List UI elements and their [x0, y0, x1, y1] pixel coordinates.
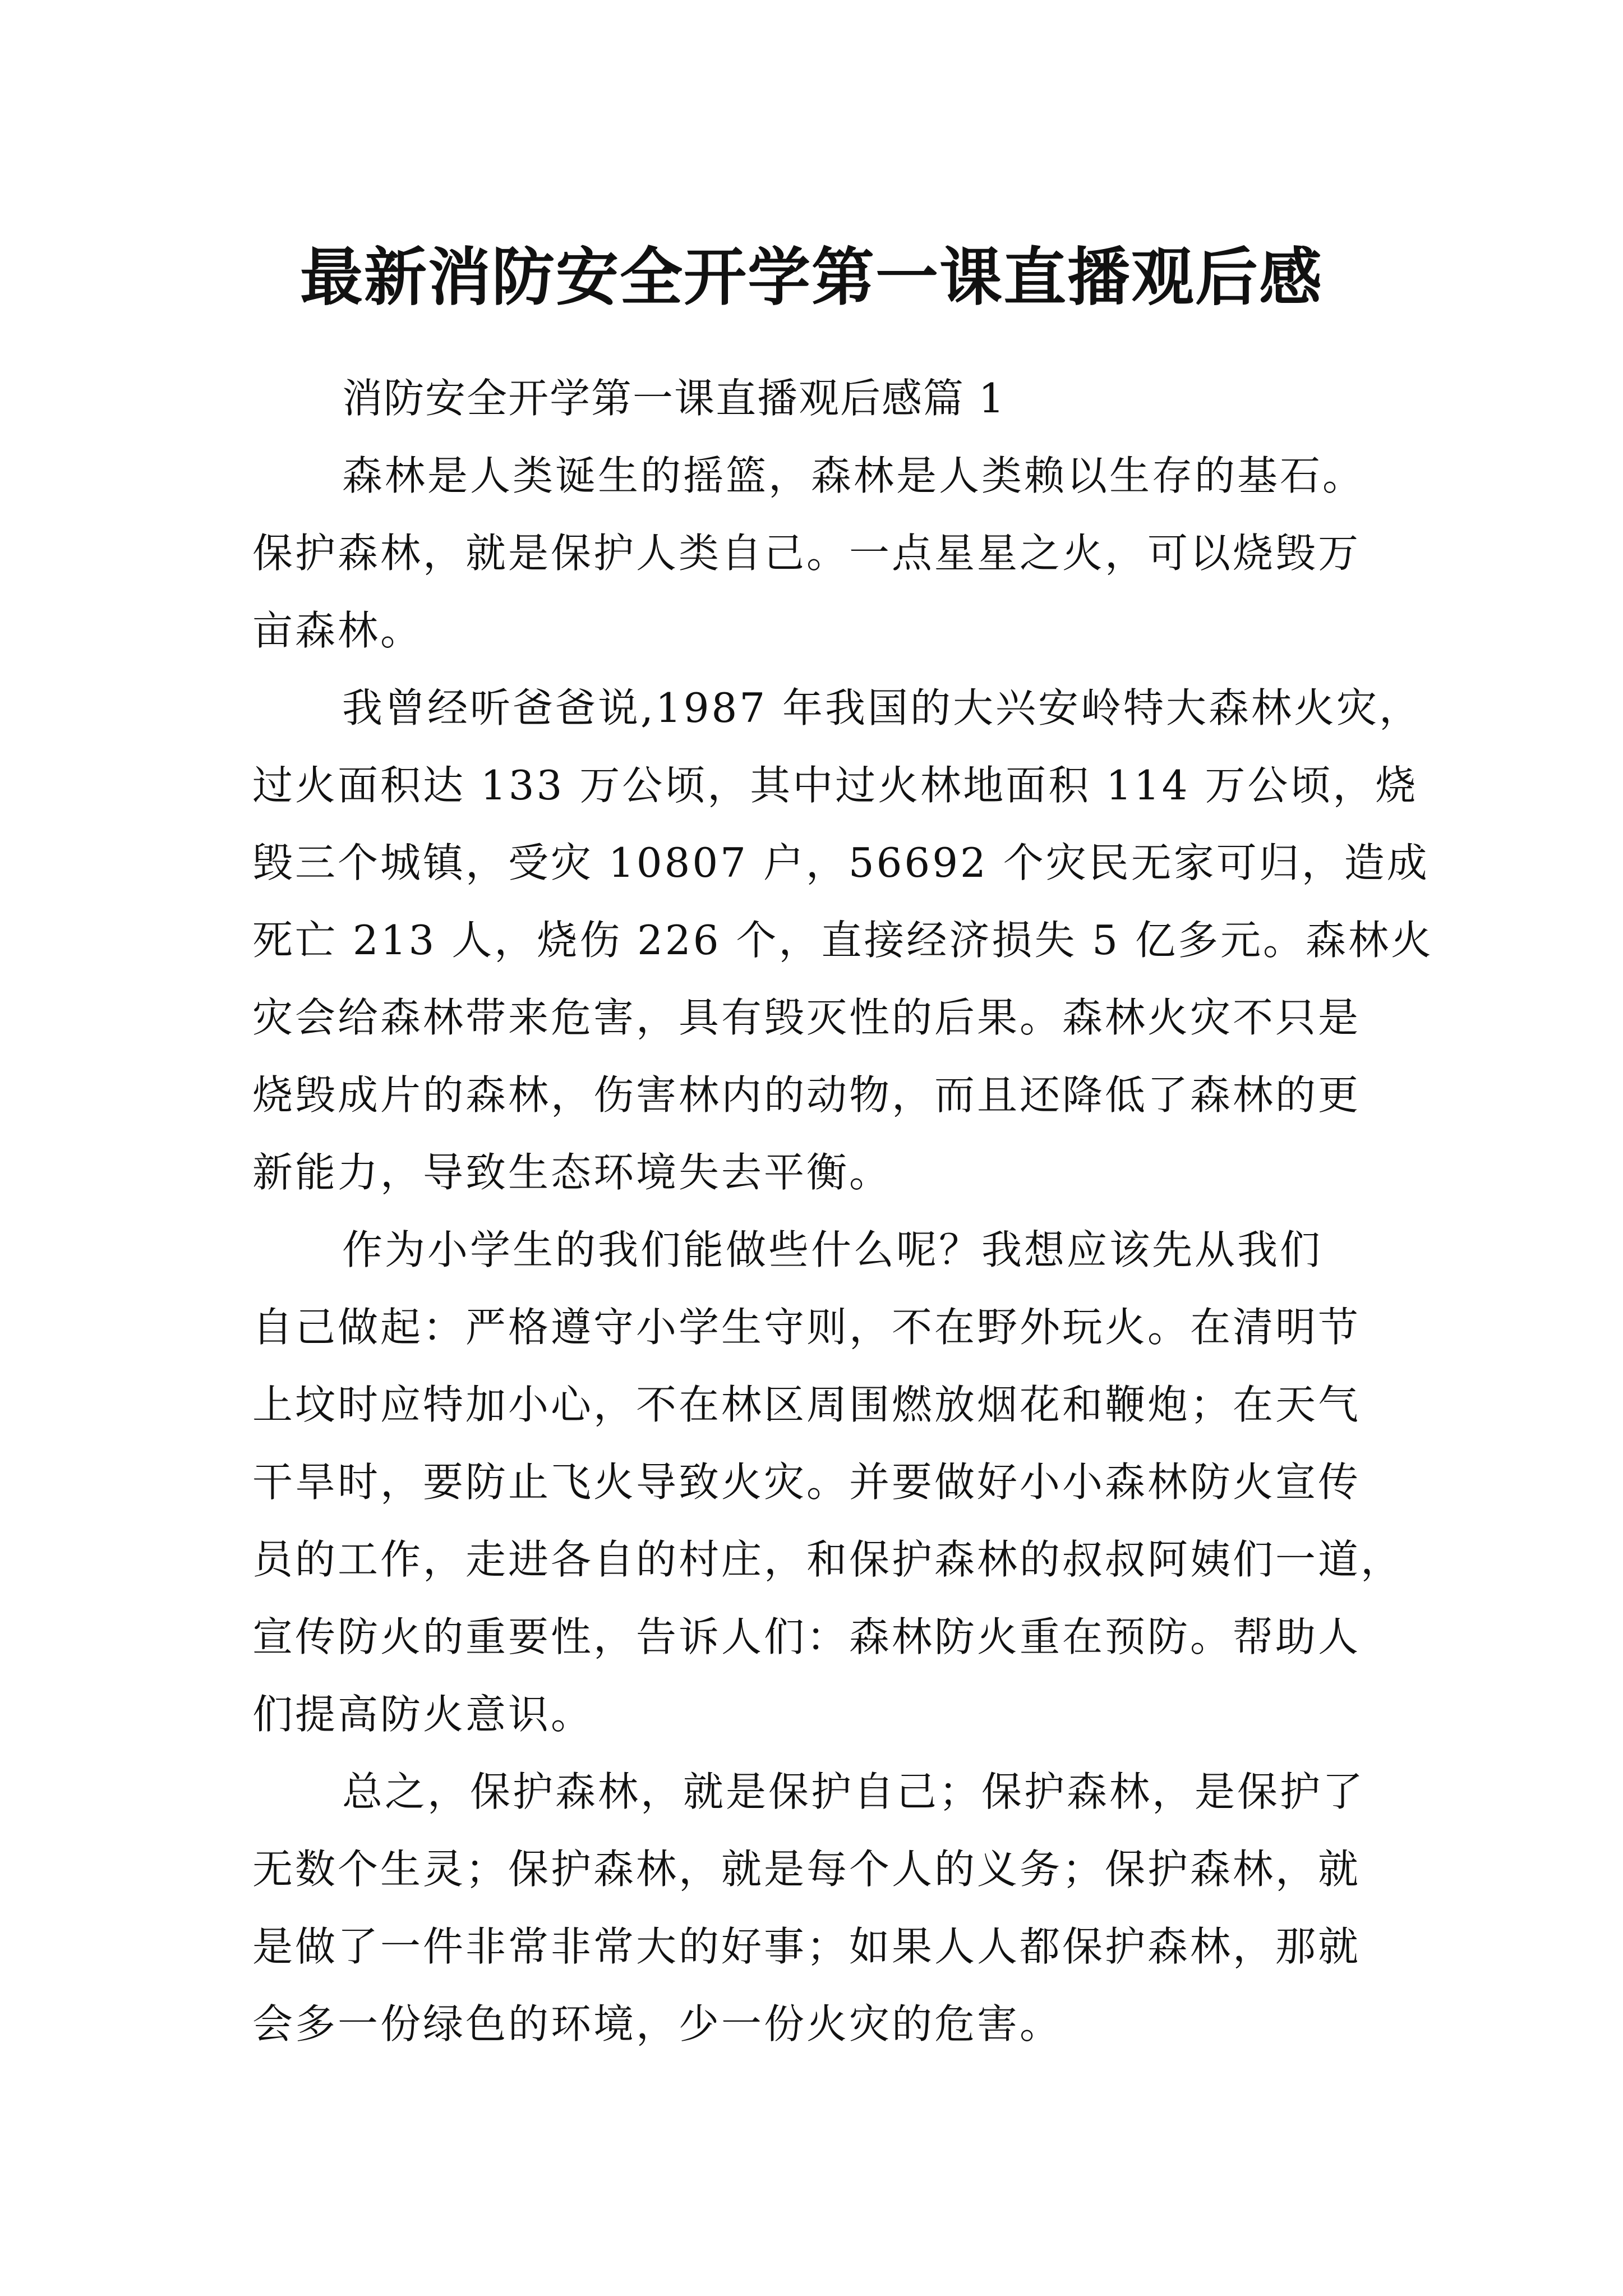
- document-body: [252, 348, 1433, 2051]
- paragraph-line: 新能力，导致生态环境失去平衡。: [252, 1149, 892, 1196]
- paragraph-line: 毁三个城镇，受灾 10807 户，56692 个灾民无家可归，造成: [252, 839, 1430, 886]
- paragraph-line: 死亡 213 人，烧伤 226 个，直接经济损失 5 亿多元。森林火: [252, 917, 1433, 964]
- section-heading: 消防安全开学第一课直播观后感篇 1: [342, 375, 1006, 422]
- paragraph-line: 会多一份绿色的环境，少一份火灾的危害。: [252, 2000, 1063, 2047]
- paragraph-line: 们提高防火意识。: [252, 1691, 594, 1738]
- paragraph-line: 作为小学生的我们能做些什么呢？我想应该先从我们: [342, 1226, 1323, 1273]
- paragraph-line: 是做了一件非常非常大的好事；如果人人都保护森林，那就: [252, 1923, 1361, 1970]
- paragraph-line: 过火面积达 133 万公顷，其中过火林地面积 114 万公顷，烧: [252, 762, 1418, 809]
- paragraph-line: 保护森林，就是保护人类自己。一点星星之火，可以烧毁万: [252, 530, 1361, 577]
- paragraph-4: [252, 1741, 1374, 2051]
- paragraph-line: 自己做起：严格遵守小学生守则，不在野外玩火。在清明节: [252, 1304, 1361, 1351]
- paragraph-line: 亩森林。: [252, 607, 423, 654]
- paragraph-line: 烧毁成片的森林，伤害林内的动物，而且还降低了森林的更: [252, 1071, 1361, 1119]
- paragraph-line: 我曾经听爸爸说,1987 年我国的大兴安岭特大森林火灾，: [342, 684, 1422, 731]
- paragraph-1: [252, 425, 1374, 657]
- paragraph-line: 总之，保护森林，就是保护自己；保护森林，是保护了: [342, 1768, 1366, 1815]
- paragraph-line: 森林是人类诞生的摇篮，森林是人类赖以生存的基石。: [342, 452, 1366, 499]
- paragraph-line: 宣传防火的重要性，告诉人们：森林防火重在预防。帮助人: [252, 1613, 1361, 1660]
- paragraph-line: 无数个生灵；保护森林，就是每个人的义务；保护森林，就: [252, 1846, 1361, 1893]
- paragraph-2: [252, 657, 1433, 1199]
- paragraph-line: 灾会给森林带来危害，具有毁灭性的后果。森林火灾不只是: [252, 994, 1361, 1041]
- paragraph-line: 上坟时应特加小心，不在林区周围燃放烟花和鞭炮；在天气: [252, 1381, 1361, 1428]
- document-title: 最新消防安全开学第一课直播观后感: [300, 241, 1323, 315]
- paragraph-line: 员的工作，走进各自的村庄，和保护森林的叔叔阿姨们一道，: [252, 1536, 1404, 1583]
- paragraph-3: [252, 1199, 1404, 1741]
- paragraph-line: 干旱时，要防止飞火导致火灾。并要做好小小森林防火宣传: [252, 1458, 1361, 1506]
